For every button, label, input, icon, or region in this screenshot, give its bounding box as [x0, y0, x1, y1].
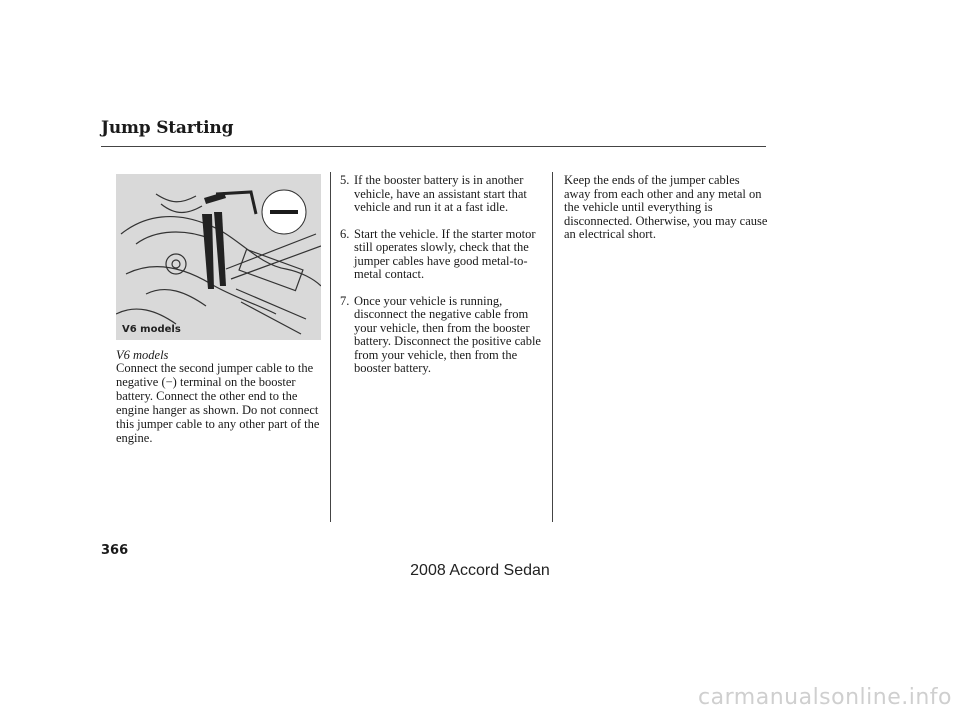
- step-item: [340, 295, 550, 376]
- engine-drawing: [116, 174, 321, 340]
- step-text: Once your vehicle is running, disconnect the negative cable from your vehicle, then from the booster battery. Disconnect the positive cable from your vehicle, then from the booster battery.: [354, 293, 541, 375]
- watermark: carmanualsonline.info: [698, 685, 952, 710]
- figure-label: V6 models: [122, 324, 181, 335]
- caution-note: Keep the ends of the jumper cables away from each other and any metal on the vehicle until everything is disconnected. Otherwise, you may cause an electrical short.: [564, 173, 768, 241]
- intro-paragraph: Connect the second jumper cable to the negative (−) terminal on the booster battery. Connect the other end to the engine hanger as shown. Do not connect this jumper cable to any other part of the engine.: [116, 361, 320, 445]
- column-divider-2: [552, 172, 553, 522]
- column-divider-1: [330, 172, 331, 522]
- title-rule: [101, 146, 766, 147]
- step-text: Start the vehicle. If the starter motor still operates slowly, check that the jumper cables have good metal-to-metal contact.: [354, 226, 536, 281]
- minus-symbol-icon: [270, 210, 298, 214]
- step-list: [340, 174, 550, 389]
- step-item: [340, 174, 550, 215]
- model-footer: 2008 Accord Sedan: [410, 562, 550, 579]
- page-number: 366: [101, 543, 129, 558]
- step-item: [340, 228, 550, 282]
- engine-illustration: [116, 174, 321, 340]
- step-number: 5.: [340, 173, 350, 187]
- step-text: If the booster battery is in another vehicle, have an assistant start that vehicle and run it at a fast idle.: [354, 173, 527, 214]
- step-number: 7.: [340, 293, 350, 308]
- figure-caption: V6 models: [116, 348, 169, 362]
- step-number: 6.: [340, 226, 350, 241]
- page-title: Jump Starting: [101, 118, 234, 138]
